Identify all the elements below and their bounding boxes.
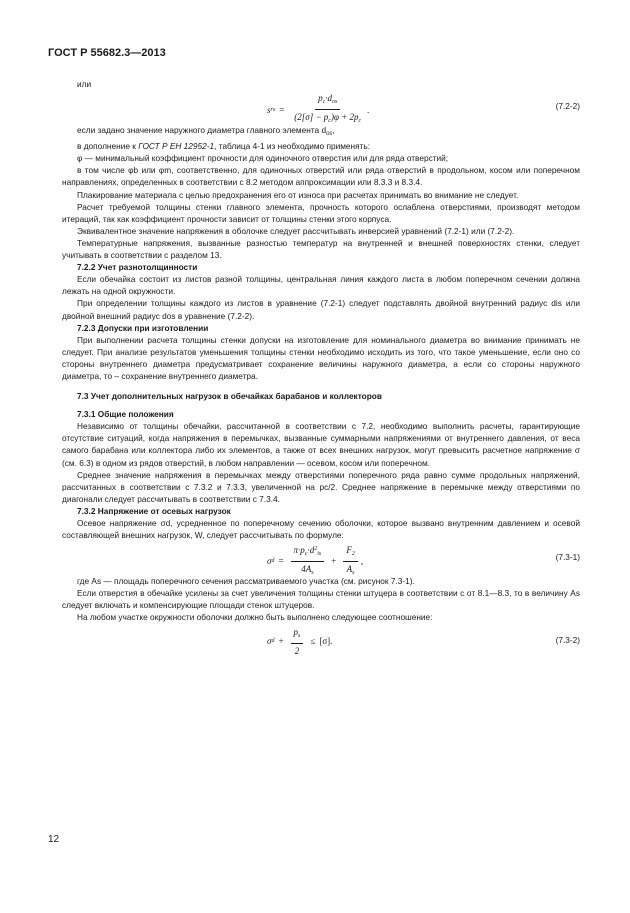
document-header: ГОСТ Р 55682.3—2013 [48, 47, 166, 59]
formula-7-2-2 [62, 90, 580, 124]
paragraph: Расчет требуемой толщины стенки главного элемента, прочность которого ослаблена отверстиями, производят методом итераций, так как коэффициент прочности зависит от толщины стенки этого корпуса. [62, 201, 580, 224]
paragraph: Осевое напряжение σd, усредненное по поперечному сечению оболочки, которое вызвано внутренним давлением и осевой составляющей внешних нагрузок, W, следует рассчитывать по формуле: [62, 518, 580, 541]
section-heading-7-2-3: 7.2.3 Допуски при изготовлении [77, 322, 209, 333]
equation-number: (7.3-2) [555, 634, 580, 645]
formula-7-3-2-body: σ d + $\frac{p_s}{2}$ ≤ [σ]. [267, 626, 333, 656]
paragraph: Среднее значение напряжения в перемычках между отверстиями поперечного ряда равно сумме продольных напряжений, рассчитанных в соответствии с 7.3.2 и 7.3.3, увеличенной на pc/2. Среднее напряжение в перемычке между отверстиями по диагонали следует рассчитывать в соответствии с 7.3.4. [62, 469, 580, 504]
paragraph: в дополнение к ГОСТ Р ЕН 12952-1, таблица 4-1 из необходимо применять: [77, 141, 371, 152]
equation-number: (7.2-2) [555, 101, 580, 112]
equation-number: (7.3-1) [555, 552, 580, 563]
section-heading-7-3: 7.3 Учет дополнительных нагрузок в обечайках барабанов и коллекторов [77, 391, 382, 402]
formula-7-2-2-body: s rs = $\frac{p_c\cdot d_{os}}{(2[\sigma] - p_c)\varphi + 2p_c}$ . [267, 92, 369, 127]
paragraph: Если отверстия в обечайке усилены за счет увеличения толщины стенки штуцера в соответствии с от 8.1—8.3, то в величину As следует включать и компенсирующие площади стенок штуцеров. [62, 588, 580, 611]
paragraph: Эквивалентное значение напряжения в оболочке следует рассчитывать инверсией уравнений (7.2-1) или (7.2-2). [77, 225, 515, 236]
paragraph: в том числе φb или φm, соответственно, для одиночных отверстий или ряда отверстий в продольном, косом или поперечном направлениях, определенных в соответствии с 8.2 методом аппроксимации или 8.3.3 и 8.3.4. [62, 165, 580, 188]
section-heading-7-3-1: 7.3.1 Общие положения [77, 409, 174, 420]
section-heading-7-2-2: 7.2.2 Учет разнотолщинности [77, 262, 198, 273]
paragraph: Плакирование материала с целью предохранения его от износа при расчетах принимать во внимание не следует. [77, 189, 519, 200]
paragraph: Если обечайка состоит из листов разной толщины, центральная линия каждого листа в любом поперечном сечении должна лежать на одной окружности. [62, 274, 580, 297]
paragraph-or: или [77, 79, 92, 89]
formula-7-3-1-body: σ d = $\frac{\pi\cdot p_c\cdot d^2_{is}}{4A_s}$ + $\frac{F_2}{A_s}$ , [267, 544, 364, 577]
paragraph: если задано значение наружного диаметра главного элемента $d_{os}$, [77, 125, 335, 138]
paragraph: На любом участке окружности оболочки должно быть выполнено следующее соотношение: [77, 612, 433, 623]
page-number: 12 [48, 834, 60, 845]
formula-7-3-1 [62, 541, 580, 575]
section-heading-7-3-2: 7.3.2 Напряжение от осевых нагрузок [77, 505, 231, 516]
formula-7-2-2-fraction: $\frac{p_c\cdot d_{os}}{(2[\sigma] - p_c)\varphi + 2p_c}$ [294, 93, 362, 125]
paragraph: Независимо от толщины обечайки, рассчитанной в соответствии с 7.2, необходимо выполнить расчеты, гарантирующие отсутствие ситуаций, когда напряжения в перемычках, вызванные суммарными напряжениями от внутреннего давления, от веса самого барабана или коллектора либо их элементов, а также от всех внешних нагрузок, могут превысить расчетное напряжение σ (см. 6.3) в одном из рядов отверстий, в любом направлении — осевом, косом или поперечном. [62, 421, 580, 468]
formula-7-3-2 [62, 624, 580, 656]
paragraph: Температурные напряжения, вызванные разностью температур на внутренней и внешней поверхностях стенки, следует учитывать в соответствии с разделом 13. [62, 237, 580, 261]
page-content [62, 78, 580, 656]
paragraph: φ — минимальный коэффициент прочности для одиночного отверстия или для ряда отверстий; [77, 153, 449, 164]
paragraph: При определении толщины каждого из листов в уравнение (7.2-1) следует подставлять двойной внутренний радиус dis или двойной внешний радиус dos в уравнение (7.2-2). [62, 298, 580, 321]
paragraph: где As — площадь поперечного сечения рассматриваемого участка (см. рисунок 7.3-1). [77, 576, 415, 587]
paragraph: При выполнении расчета толщины стенки допуски на изготовление для номинального диаметра во внимание принимать не следует. При анализе результатов уменьшения толщины стенки необходимо исходить из того, что такое уменьшение, если оно со стороны внутреннего диаметра предусматривает сохранение величины наружного диаметра, а если со стороны наружного диаметра, то – сохранение внутреннего диаметра. [62, 334, 580, 381]
